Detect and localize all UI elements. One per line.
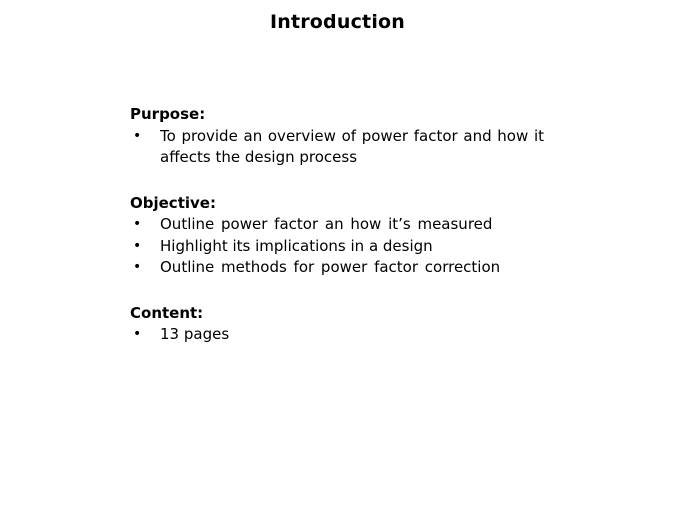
section-content bbox=[130, 303, 544, 346]
section-heading: Content: bbox=[130, 303, 204, 322]
slide-body bbox=[130, 104, 544, 346]
page-title: Introduction bbox=[269, 11, 406, 33]
bullet-glyph: • bbox=[133, 127, 142, 144]
bullet-text: To provide an overview of power factor and how it affects the design process bbox=[160, 126, 544, 166]
bullet-glyph: • bbox=[133, 216, 142, 232]
section-heading: Purpose: bbox=[130, 105, 206, 123]
section-objective bbox=[130, 193, 544, 279]
list-item bbox=[130, 214, 544, 236]
bullet-glyph: • bbox=[133, 259, 142, 275]
bullet-text: Highlight its implications in a design bbox=[160, 236, 433, 255]
bullet-glyph: • bbox=[133, 237, 142, 254]
bullet-text: 13 pages bbox=[160, 325, 230, 343]
list-item bbox=[130, 126, 544, 169]
list-item bbox=[130, 236, 544, 258]
list-item bbox=[130, 257, 544, 279]
bullet-glyph: • bbox=[133, 326, 142, 342]
section-purpose bbox=[130, 104, 544, 169]
bullet-text: Outline methods for power factor correction bbox=[160, 258, 501, 276]
section-heading: Objective: bbox=[130, 193, 216, 212]
bullet-text: Outline power factor an how it’s measured bbox=[160, 215, 493, 233]
list-item bbox=[130, 324, 544, 346]
